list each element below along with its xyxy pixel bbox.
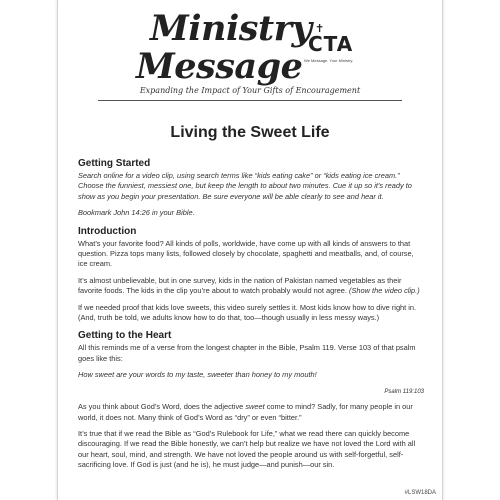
- masthead-tagline: Expanding the Impact of Your Gifts of Encouragement: [139, 86, 361, 95]
- introduction-paragraph-2: [78, 276, 424, 297]
- emphasis-word: sweet: [245, 402, 265, 412]
- heart-paragraph-2: [78, 402, 424, 423]
- bookmark-note: Bookmark John 14:26 in your Bible.: [78, 208, 195, 218]
- cta-logo-tagline: We Message. Your Ministry.: [304, 58, 354, 63]
- stage-direction: (Show the video clip.): [349, 286, 420, 296]
- cta-logo-mark: CTA: [308, 32, 354, 56]
- introduction-paragraph-2-text: It’s almost unbelievable, but in one survey, kids in the nation of Pakistan named vegetables as their favorite foods. The kids in the clip you’re about to watch probably would not agree.: [78, 275, 402, 296]
- heart-paragraph-1: All this reminds me of a verse from the longest chapter in the Bible, Psalm 119. Verse 103 of that psalm goes like this:: [78, 343, 416, 363]
- divider: [98, 100, 402, 101]
- cross-icon: ✝: [315, 23, 325, 35]
- getting-started-paragraph: Search online for a video clip, using search terms like “kids eating cake” or “kids eating ice cream.” Choose the funniest, messiest one, but keep the length to about two minutes. Cue it up so it’s ready to show as you begin your presentation. Be sure everyone will be able clearly to see and hear it.: [78, 171, 412, 201]
- section-heading-introduction: Introduction: [78, 225, 137, 237]
- scripture-reference: Psalm 119:103: [384, 388, 424, 395]
- heart-paragraph-2-end: come to mind? Sadly, for many people in our world, it does not. Many think of God’s Word as “dry” or even “bitter.”: [78, 402, 413, 422]
- page-title: Living the Sweet Life: [170, 124, 330, 141]
- heart-paragraph-3: It’s true that if we read the Bible as “God’s Rulebook for Life,” what we read there can quickly become discouraging. If we read the Bible honestly, we can’t help but realize we have not loved the Lord with all our heart, soul, mind, and strength. We have not loved the people around us with self-forgetful, self-sacrificing love. If God is just (and he is), he must judge—and punish—our sin.: [78, 428, 416, 470]
- section-heading-heart: Getting to the Heart: [78, 330, 172, 342]
- introduction-paragraph-3: If we needed proof that kids love sweets, this video surely settles it. Most kids know how to dive right in. (And, truth be told, we adults know how to do that, too—though usually in less messy ways.): [78, 302, 417, 323]
- section-heading-getting-started: Getting Started: [78, 158, 151, 169]
- brand-title-line2: Message: [136, 46, 303, 87]
- document-page: [57, 0, 443, 500]
- cta-logo: [304, 23, 360, 82]
- introduction-paragraph-1: What’s your favorite food? All kinds of polls, worldwide, have come up with all kinds of answers to that question. Pizza tops many lists, followed closely by chocolate, spaghetti and meatballs, and, of course, ice cream.: [78, 238, 414, 269]
- brand-title-line1: Ministry: [150, 8, 312, 49]
- scripture-quote: How sweet are your words to my taste, sweeter than honey to my mouth!: [78, 370, 317, 380]
- document-body: [78, 157, 424, 477]
- document-code: #LSW18DA: [404, 490, 436, 496]
- heart-paragraph-2-start: As you think about God’s Word, does the adjective: [78, 402, 244, 412]
